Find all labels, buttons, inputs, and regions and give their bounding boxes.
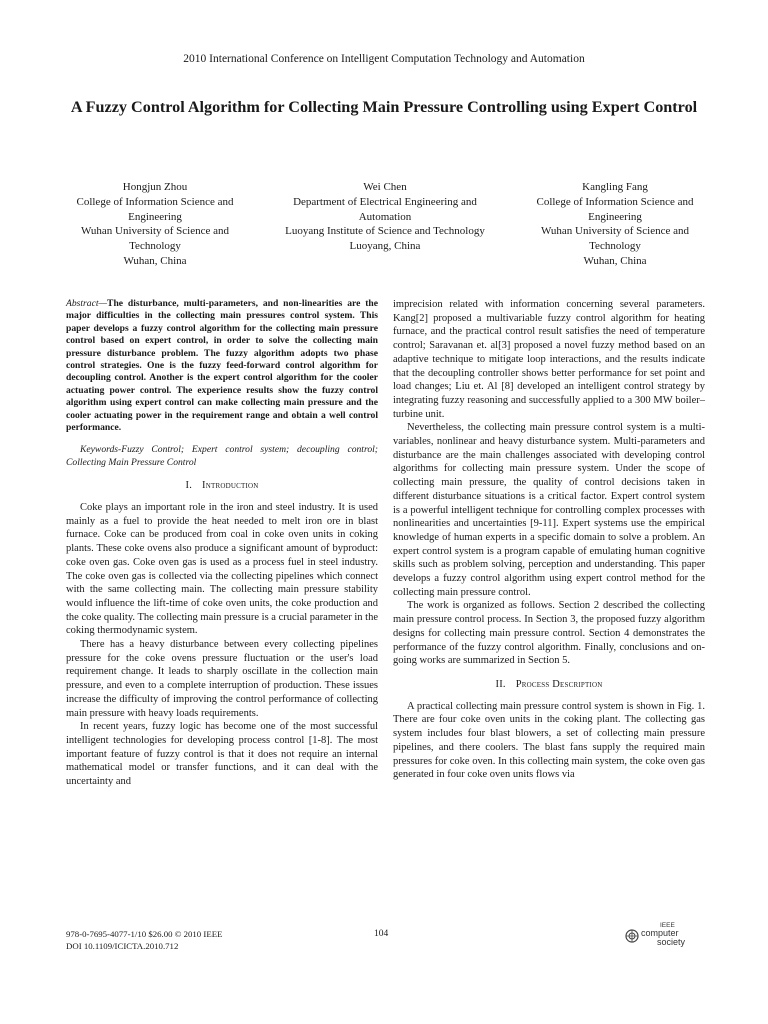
paragraph: imprecision related with information concerning several parameters. Kang[2] proposed a multivariable fuzzy control algorithm for heating furnace, and the practical control result satisfies the need of temperature control; Saravanan et. al[3] proposed a novel fuzzy method based on an adaptive technique to mitigate loop interactions, and the results indicate that the decoupling controller shows better performance for set point and load changes; Liu et. Al [8] developed an intelligent control strategy by integrating fuzzy reasoning and successfully applied to a 300 MW boiler–turbine unit. <box>393 299 705 420</box>
paragraph: There has a heavy disturbance between every collecting pipelines pressure for the coke ovens pressure fluctuation or the user's load requirement change. It leads to sharply oscillate in the collection main pressure, and even to a complete interruption of production. These issues increase the difficulty of improving the control performance of collecting main pressure with heavy loads requirements. <box>66 639 378 719</box>
logo-brand: IEEE <box>660 922 675 929</box>
author-name: Wei Chen <box>363 181 407 193</box>
author-institution: Wuhan University of Science and Technology <box>540 225 689 253</box>
author-location: Wuhan, China <box>123 254 187 267</box>
keywords: Keywords-Fuzzy Control; Expert control system; decoupling control; Collecting Main Pressure Control <box>66 444 378 468</box>
author-dept: College of Information Science and Engineering <box>536 195 694 223</box>
author-1 <box>55 180 255 269</box>
right-column <box>393 298 705 782</box>
abstract-body: The disturbance, multi-parameters, and non-linearities are the major difficulties in the collecting main pressures control system. This paper develops a fuzzy control algorithm for the collecting main pressure control based on expert control, in order to solve the collecting main pressure disturbance problem. The fuzzy algorithm adopts two phase control strategies. One is the fuzzy feed-forward control algorithm for decoupling control. Another is the expert control algorithm for the cooler actuating power control. The experience results show the fuzzy control algorithm using expert control can make collecting main pressure and the cooler actuating power in the requirement range and obtain a well control performance. <box>66 298 378 434</box>
paper-title: A Fuzzy Control Algorithm for Collecting Main Pressure Controlling using Expert Control <box>70 98 698 116</box>
abstract-lead: Abstract— <box>66 298 108 309</box>
abstract <box>66 298 378 434</box>
paragraph: The work is organized as follows. Section 2 described the collecting main pressure control process. In Section 3, the proposed fuzzy algorithm designs for collecting main pressure control. Section 4 demonstrates the performance of the fuzzy control algorithm. Finally, conclusions and on-going works are summarized in Section 5. <box>393 600 705 667</box>
footer-info <box>66 928 222 952</box>
section-heading-introduction <box>66 479 378 493</box>
author-2 <box>285 180 485 269</box>
section-title: Introduction <box>202 480 259 492</box>
author-institution: Wuhan University of Science and Technology <box>80 225 229 253</box>
paragraph: In recent years, fuzzy logic has become one of the most successful intelligent technologies for developing process control [1-8]. The most important feature of fuzzy control is that it does not require an internal mathematical model or transfer functions, and it can deal with the uncertainty and <box>66 721 378 788</box>
author-name: Kangling Fang <box>582 181 648 193</box>
author-dept: College of Information Science and Engineering <box>76 195 234 223</box>
author-location: Luoyang, China <box>349 240 421 253</box>
ieee-computer-society-logo-icon <box>624 919 704 949</box>
author-block <box>55 180 715 269</box>
section-title: Process Description <box>515 678 603 690</box>
copyright-line: 978-0-7695-4077-1/10 $26.00 © 2010 IEEE <box>66 929 223 939</box>
paragraph: Coke plays an important role in the iron and steel industry. It is used mainly as a fuel to provide the heat needed to melt iron ore in blast furnace. Coke can be produced from coal in coke oven units in coking plants. These coke ovens also produce a significant amount of byproduct: coke oven gas. Coke oven gas is used as a process fuel in steel industry. The coke oven gas is collected via the collecting pipelines which connect with the same collecting main. The collecting main pressure stability would influence the lift-time of coke oven units, the coke production and the coke quality. The collecting main pressure is a crucial parameter in the coking thermodynamic system. <box>66 501 378 637</box>
doi-line: DOI 10.1109/ICICTA.2010.712 <box>66 941 179 951</box>
section-number: II. <box>495 678 506 690</box>
author-3 <box>515 180 715 269</box>
logo-line1: computer <box>641 928 679 938</box>
author-name: Hongjun Zhou <box>122 181 188 193</box>
author-dept: Department of Electrical Engineering and Automation <box>293 195 477 223</box>
author-location: Wuhan, China <box>583 254 647 267</box>
conference-header: 2010 International Conference on Intelligent Computation Technology and Automation <box>183 53 585 65</box>
section-heading-process-description <box>393 678 705 692</box>
author-institution: Luoyang Institute of Science and Technology <box>285 225 485 238</box>
page-number: 104 <box>374 929 389 939</box>
paragraph: Nevertheless, the collecting main pressure control system is a multi-variables, nonlinear and heavy disturbance system. Multi-parameters and disturbance are the main challenges associated with developing control algorithms for collecting main pressure system. Under the scope of collecting main pressure, the quality of control decisions taken in different disturbance situations is a critical factor. Expert control system is a powerful intelligent technique for controlling complex processes with nonlinearities and uncertainties [9-11]. Expert systems use the empirical knowledge of human experts in a specific domain to solve a problem. An expert control system is a program capable of emulating human cognitive skills such as problem solving, perception and understanding. This paper develops a fuzzy control algorithm using expert control method for the collecting main pressure control. <box>393 422 705 598</box>
logo-line2: society <box>657 937 686 947</box>
left-column <box>66 298 378 789</box>
paragraph: A practical collecting main pressure control system is shown in Fig. 1. There are four coke oven units in the coking plant. The collecting gas system includes four blast blowers, a set of collecting main pressure pipelines, and there coolers. The blast fans supply the required main pressures for coke oven. In this collecting main system, the coke oven gas generated in four coke oven units flows via <box>393 700 705 781</box>
section-number: I. <box>185 480 193 492</box>
